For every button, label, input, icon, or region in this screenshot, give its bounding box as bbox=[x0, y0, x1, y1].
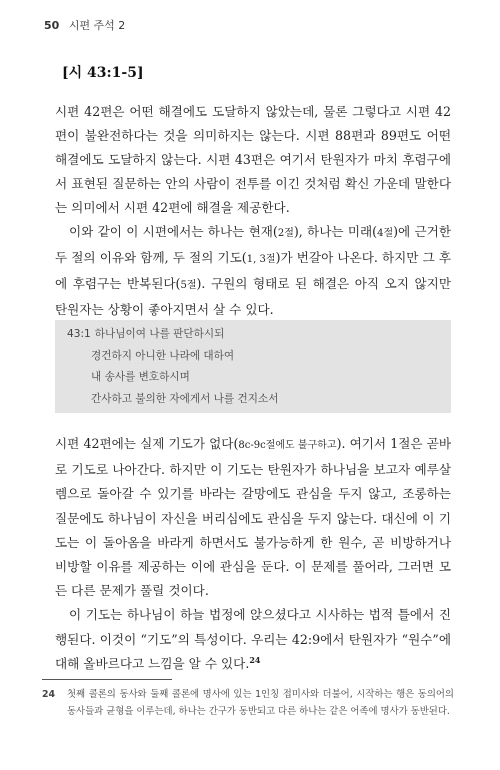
text-segment: ), 하나는 미래( bbox=[293, 224, 378, 239]
running-title: 시편 주석 2 bbox=[68, 19, 126, 32]
text-segment: 이 기도는 하나님이 하늘 법정에 앉으셨다고 시사하는 법적 틀에서 진행된다. 이것이 “기도”의 특성이다. 우리는 42:9에서 탄원자가 “원수”에 대해 올바르다고 느낌을 알 수 있다. bbox=[55, 607, 451, 671]
verse-ref-small: 5절 bbox=[180, 280, 197, 291]
body-text-continued bbox=[55, 432, 451, 676]
quote-line: 경건하지 아니한 나라에 대하여 bbox=[91, 349, 235, 362]
verse-ref-small: 8c-9c절에도 불구하고 bbox=[238, 440, 337, 451]
verse-ref-small: 4절 bbox=[377, 228, 394, 239]
text-segment: 시편 42편에는 실제 기도가 없다( bbox=[55, 436, 239, 451]
paragraph-2 bbox=[55, 220, 451, 322]
paragraph-1: 시편 42편은 어떤 해결에도 도달하지 않았는데, 물론 그렇다고 시편 42편이 불완전하다는 것을 의미하지는 않는다. 시편 88편과 89편도 어떤 해결에도 도달하지 않는다. 시편 43편은 여기서 탄원자가 마치 후렴구에서 표현된 질문하는 안의 사람이 전투를 이긴 것처럼 확신 가운데 말한다는 의미에서 시편 42편에 해결을 제공한다. bbox=[55, 104, 451, 215]
footnote-text: 첫째 콜론의 동사와 둘째 콜론에 명사에 있는 1인칭 접미사와 더불어, 시작하는 행은 동의어의 동사들과 균형을 이루는데, 하나는 간구가 동반되고 다른 하나는 같은 어족에 명사가 동반된다. bbox=[67, 689, 454, 717]
scripture-quote-box bbox=[55, 320, 451, 413]
page-number: 50 bbox=[44, 19, 60, 32]
verse-ref-small: 2절 bbox=[277, 228, 294, 239]
quote-line: 간사하고 불의한 자에게서 나를 건지소서 bbox=[91, 392, 279, 405]
running-header bbox=[44, 17, 125, 33]
text-segment: )가 번갈아 나온다. 하지만 그 후에 후렴구는 반복된다( bbox=[55, 250, 452, 291]
footnote bbox=[42, 686, 454, 720]
verse-reference: 43:1 bbox=[67, 328, 91, 340]
text-segment: ). 여기서 1절은 곧바로 기도로 나아간다. 하지만 이 기도는 탄원자가 하나님을 보고자 예루살렘으로 돌아갈 수 있기를 바라는 갈망에도 관심을 두지 않고, 조롱하는 질문에도 하나님이 자신을 버리심에도 관심을 두지 않는다. 대신에 이 기도는 이 돌아옴을 바라게 하면서도 불가능하게 한 원수, 곧 비방하거나 비방할 이유를 제공하는 이에 관심을 둔다. 이 문제를 풀어라, 그러면 모든 다른 문제가 풀릴 것이다. bbox=[55, 436, 451, 599]
footnote-marker[interactable]: 24 bbox=[249, 654, 261, 665]
quote-line: 내 송사를 변호하시며 bbox=[91, 371, 190, 383]
text-segment: 이와 같이 이 시편에서는 하나는 현재( bbox=[69, 224, 278, 239]
paragraph-4 bbox=[55, 603, 451, 676]
quote-text: 하나님이여 나를 판단하시되 bbox=[94, 328, 225, 340]
section-title: [시 43:1-5] bbox=[62, 65, 144, 81]
footnote-number: 24 bbox=[42, 689, 56, 700]
footnote-divider bbox=[42, 679, 172, 680]
quote-line bbox=[67, 324, 451, 346]
text-segment: ). 구원의 형태로 된 해결은 아직 오지 않지만 탄원자는 상황이 좋아지면서 살 수 있다. bbox=[55, 276, 451, 317]
body-text bbox=[55, 100, 451, 322]
paragraph-3 bbox=[55, 432, 451, 603]
text-segment: )에 근거한 두 절의 이유와 함께, 두 절의 기도( bbox=[55, 224, 451, 265]
verse-ref-small: 1, 3절 bbox=[246, 254, 276, 265]
